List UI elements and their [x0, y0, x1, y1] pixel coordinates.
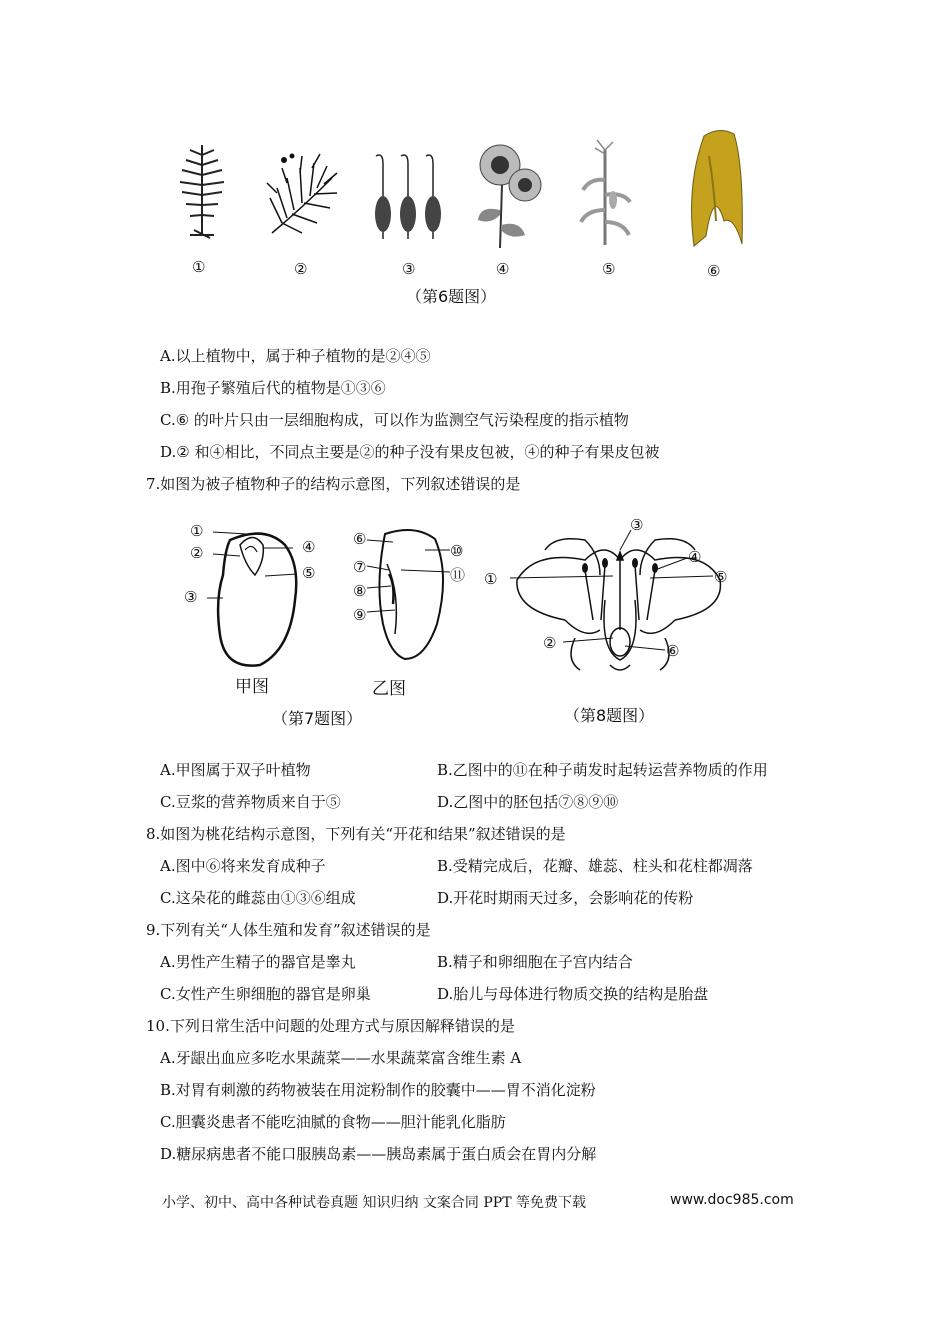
moss-plant-image [368, 144, 448, 244]
q6-option-a: A.以上植物中，属于种子植物的是②④⑤ [160, 347, 431, 365]
q9-option-a: A.男性产生精子的器官是睾丸 [160, 953, 356, 971]
fig8-mark-4: ④ [688, 548, 702, 566]
q7-option-b: B.乙图中的⑪在种子萌发时起转运营养物质的作用 [437, 761, 768, 779]
corn-plant-image [575, 140, 635, 245]
fig8-mark-6: ⑥ [666, 642, 680, 660]
fig7-jia-mark-1: ① [190, 522, 204, 540]
q9-option-c: C.女性产生卵细胞的器官是卵巢 [160, 985, 371, 1003]
fig6-number-6: ⑥ [707, 262, 721, 280]
q7-option-d: D.乙图中的胚包括⑦⑧⑨⑩ [437, 793, 619, 811]
fig7-yi-mark-9: ⑨ [353, 606, 367, 624]
footer-url[interactable]: www.doc985.com [670, 1192, 794, 1208]
fig7-yi-mark-8: ⑧ [353, 582, 367, 600]
fig7-jia-mark-2: ② [190, 544, 204, 562]
fig7-yi-mark-11: ⑪ [450, 566, 466, 584]
fig7-jia-mark-4: ④ [302, 538, 316, 556]
fig7-yi-mark-7: ⑦ [353, 558, 367, 576]
fern-plant-image [172, 140, 232, 240]
q10-stem: 10.下列日常生活中问题的处理方式与原因解释错误的是 [146, 1017, 515, 1035]
fig7-yi-mark-10: ⑩ [450, 542, 464, 560]
fig8-mark-3: ③ [630, 516, 644, 534]
seaweed-plant-image [684, 126, 746, 250]
fig7-jia-label: 甲图 [235, 677, 269, 697]
q9-option-d: D.胎儿与母体进行物质交换的结构是胎盘 [437, 985, 709, 1003]
q6-option-b: B.用孢子繁殖后代的植物是①③⑥ [160, 379, 386, 397]
fig7-jia-mark-5: ⑤ [302, 564, 316, 582]
fig6-caption: （第6题图） [406, 287, 497, 306]
fig6-number-5: ⑤ [602, 260, 616, 278]
fig6-number-4: ④ [496, 260, 510, 278]
fig6-number-1: ① [192, 258, 206, 276]
peach-flower-diagram [505, 520, 735, 680]
fig7-jia-mark-3: ③ [184, 588, 198, 606]
q8-stem: 8.如图为桃花结构示意图，下列有关“开花和结果”叙述错误的是 [146, 825, 566, 843]
fig8-mark-5: ⑤ [714, 568, 728, 586]
corn-seed-diagram [355, 524, 465, 664]
q7-option-a: A.甲图属于双子叶植物 [160, 761, 311, 779]
fig8-mark-1: ① [484, 570, 498, 588]
pine-plant-image [262, 148, 342, 240]
q9-option-b: B.精子和卵细胞在子宫内结合 [437, 953, 633, 971]
q8-option-b: B.受精完成后，花瓣、雄蕊、柱头和花柱都凋落 [437, 857, 753, 875]
q10-option-c: C.胆囊炎患者不能吃油腻的食物——胆汁能乳化脂肪 [160, 1113, 506, 1131]
fig7-yi-mark-6: ⑥ [353, 530, 367, 548]
fig7-yi-label: 乙图 [372, 679, 406, 699]
fig6-number-3: ③ [402, 260, 416, 278]
q8-option-c: C.这朵花的雌蕊由①③⑥组成 [160, 889, 356, 907]
fig8-caption: （第8题图） [564, 706, 655, 725]
fig7-caption: （第7题图） [272, 709, 363, 728]
sunflower-plant-image [470, 140, 550, 250]
q10-option-b: B.对胃有刺激的药物被装在用淀粉制作的胶囊中——胃不消化淀粉 [160, 1081, 596, 1099]
q6-option-c: C.⑥ 的叶片只由一层细胞构成，可以作为监测空气污染程度的指示植物 [160, 411, 629, 429]
fig8-mark-2: ② [543, 634, 557, 652]
footer-text: 小学、初中、高中各种试卷真题 知识归纳 文案合同 PPT 等免费下载 [162, 1195, 586, 1211]
q10-option-a: A.牙龈出血应多吃水果蔬菜——水果蔬菜富含维生素 A [160, 1049, 522, 1067]
q7-option-c: C.豆浆的营养物质来自于⑤ [160, 793, 341, 811]
q10-option-d: D.糖尿病患者不能口服胰岛素——胰岛素属于蛋白质会在胃内分解 [160, 1145, 597, 1163]
q7-stem: 7.如图为被子植物种子的结构示意图，下列叙述错误的是 [146, 475, 521, 493]
q9-stem: 9.下列有关“人体生殖和发育”叙述错误的是 [146, 921, 431, 939]
q6-option-d: D.② 和④相比，不同点主要是②的种子没有果皮包被，④的种子有果皮包被 [160, 443, 660, 461]
q8-option-a: A.图中⑥将来发育成种子 [160, 857, 326, 875]
q8-option-d: D.开花时期雨天过多，会影响花的传粉 [437, 889, 694, 907]
fig6-number-2: ② [294, 260, 308, 278]
